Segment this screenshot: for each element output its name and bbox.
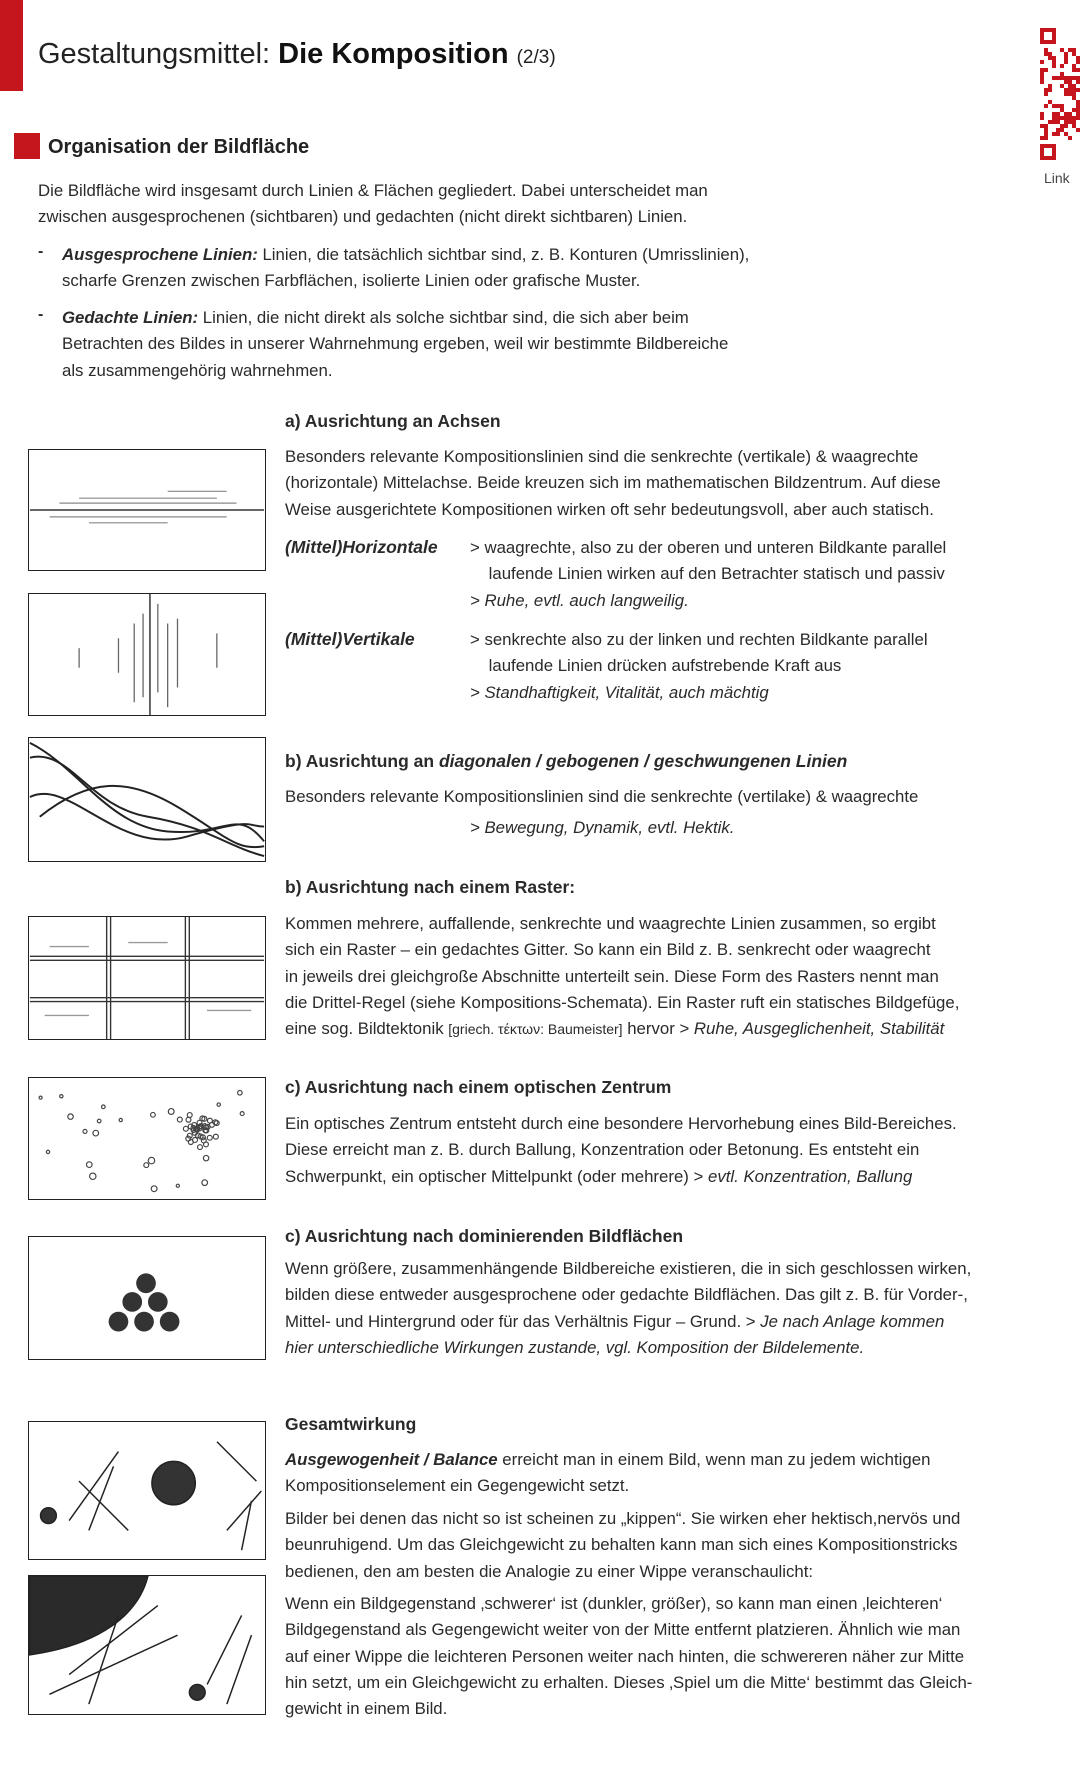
text-line	[62, 358, 728, 384]
sketch-vertical	[28, 593, 266, 716]
dot-mark	[119, 1118, 122, 1121]
effect-text: > Standhaftigkeit, Vitalität, auch mächtig	[470, 682, 769, 702]
dot-mark	[60, 1095, 63, 1098]
heading-diagonal-prefix: b) Ausrichtung an	[285, 751, 439, 771]
text-line	[285, 990, 959, 1016]
text-segment: gewicht in einem Bild.	[285, 1699, 448, 1719]
text-line	[285, 1696, 972, 1722]
text-line	[285, 470, 941, 496]
text-segment: hin setzt, um ein Gleichgewicht zu erhalten. Dieses ‚Spiel um die Mitte‘ bestimmt das Gleich-	[285, 1672, 973, 1692]
text-line	[285, 1256, 971, 1282]
text-line	[285, 1591, 972, 1617]
text-line	[285, 1506, 960, 1532]
sketch-raster	[28, 916, 266, 1040]
dot-mark	[217, 1103, 220, 1106]
heading-diagonal-italic: diagonalen / gebogenen / geschwungenen Linien	[438, 751, 848, 771]
text-segment: Betrachten des Bildes in unserer Wahrnehmung ergeben, weil wir bestimmte Bildbereiche	[62, 334, 729, 354]
text-line	[285, 937, 959, 963]
section-marker	[14, 133, 40, 159]
text-segment: Kompositionselement ein Gegengewicht setzt.	[285, 1476, 630, 1496]
dot-mark	[213, 1134, 218, 1139]
dot-mark	[151, 1112, 156, 1117]
heading-raster: b) Ausrichtung nach einem Raster:	[285, 877, 576, 897]
text-segment: Wenn ein Bildgegenstand ‚schwerer‘ ist (dunkler, größer), so kann man einen ‚leichteren‘	[285, 1594, 943, 1613]
dot-mark	[187, 1113, 192, 1118]
label-vertikale: (Mittel)Vertikale	[285, 629, 415, 649]
text-segment: als zusammengehörig wahrnehmen.	[62, 360, 333, 380]
text-segment: zwischen ausgesprochenen (sichtbaren) und gedachten (nicht direkt sichtbaren) Linien.	[38, 207, 688, 227]
text-line	[285, 1559, 960, 1585]
text-line	[285, 1532, 960, 1558]
text-segment: Wenn größere, zusammenhängende Bildbereiche existieren, die in sich geschlossen wirken,	[285, 1259, 972, 1278]
text-segment: Linien, die tatsächlich sichtbar sind, z. B. Konturen (Umrisslinien),	[257, 245, 750, 264]
text-segment: Mittel- und Hintergrund oder für das Verhältnis Figur – Grund. >	[285, 1311, 761, 1331]
text-segment: beunruhigend. Um das Gleichgewicht zu behalten kann man sich eines Kompositionstricks	[285, 1535, 958, 1555]
dot-mark	[83, 1129, 87, 1133]
page-title	[38, 38, 556, 71]
text-line	[285, 1447, 930, 1473]
heading-achsen: a) Ausrichtung an Achsen	[285, 411, 501, 431]
bullet-gedachte	[62, 305, 728, 384]
dot-mark	[39, 1096, 42, 1099]
text-segment: hervor >	[622, 1019, 694, 1039]
emphasis-term: Ausgesprochene Linien:	[62, 245, 258, 264]
dot-mark	[68, 1114, 73, 1119]
text-line	[285, 1111, 957, 1137]
text-wippe	[285, 1591, 972, 1722]
text-line	[285, 1016, 959, 1042]
dot-mark	[148, 1157, 154, 1163]
intro-text	[38, 178, 708, 231]
text-segment: > senkrechte also zu der linken und rechten Bildkante parallel	[470, 630, 928, 649]
dot-mark	[240, 1112, 244, 1116]
text-line	[62, 305, 728, 331]
text-segment: Bilder bei denen das nicht so ist scheinen zu „kippen“. Sie wirken eher hektisch,nervös und	[285, 1509, 961, 1528]
text-line	[285, 784, 918, 810]
text-raster	[285, 911, 959, 1042]
title-prefix: Gestaltungsmittel:	[38, 38, 279, 70]
dot-mark	[177, 1117, 182, 1122]
dot-mark	[151, 1186, 157, 1192]
dot-mark	[97, 1119, 101, 1123]
heading-flaechen: c) Ausrichtung nach dominierenden Bildflächen	[285, 1226, 684, 1246]
text-line	[285, 1670, 972, 1696]
text-diagonal-effect	[470, 815, 734, 841]
dot-mark	[198, 1145, 203, 1150]
text-achsen	[285, 444, 941, 523]
dot-mark	[202, 1180, 208, 1186]
accent-bar	[0, 0, 23, 91]
dot-mark	[203, 1155, 208, 1160]
text-segment: Besonders relevante Kompositionslinien sind die senkrechte (vertikale) & waagrechte	[285, 447, 919, 466]
text-line	[470, 653, 928, 679]
dot-mark	[101, 1105, 105, 1109]
text-segment: auf einer Wippe die leichteren Personen weiter nach hinten, die schwereren näher zur Mitte	[285, 1646, 965, 1666]
text-segment: Ein optisches Zentrum entsteht durch eine besondere Hervorhebung eines Bild-Bereiches.	[285, 1114, 957, 1133]
dot-mark	[207, 1118, 212, 1123]
text-line	[470, 680, 928, 706]
sketch-diagonal	[28, 737, 266, 862]
text-segment: erreicht man in einem Bild, wenn man zu jedem wichtigen	[497, 1450, 931, 1469]
dot-mark	[86, 1162, 92, 1168]
dot-mark	[168, 1109, 174, 1115]
heading-zentrum: c) Ausrichtung nach einem optischen Zentrum	[285, 1077, 672, 1097]
effect-text: hier unterschiedliche Wirkungen zustande, vgl. Komposition der Bildelemente.	[285, 1337, 865, 1357]
dot-mark	[207, 1135, 212, 1140]
text-segment: Weise ausgerichtete Kompositionen wirken oft sehr bedeutungsvoll, aber auch statisch.	[285, 499, 934, 519]
dot-mark	[144, 1163, 149, 1168]
text-segment: bilden diese entweder ausgesprochene oder gedachte Bildflächen. Das gilt z. B. für Vorder-,	[285, 1285, 968, 1305]
text-segment: Kommen mehrere, auffallende, senkrechte und waagrechte Linien zusammen, so ergibt	[285, 914, 936, 933]
text-line	[470, 588, 946, 614]
text-line	[285, 964, 959, 990]
text-segment: in jeweils drei gleichgroße Abschnitte unterteilt sein. Diese Form des Rasters nennt man	[285, 966, 939, 986]
text-line	[285, 1335, 971, 1361]
emphasis-term: Gedachte Linien:	[62, 308, 199, 327]
text-line	[285, 1282, 971, 1308]
text-line	[62, 331, 728, 357]
text-kippen	[285, 1506, 960, 1585]
dot-mark	[186, 1117, 191, 1122]
text-line	[285, 497, 941, 523]
page-number: (2/3)	[516, 47, 556, 68]
sketch-dominant-areas	[28, 1236, 266, 1360]
dot-mark	[46, 1150, 49, 1153]
text-segment: > waagrechte, also zu der oberen und unteren Bildkante parallel	[470, 538, 947, 557]
sketch-balance	[28, 1421, 266, 1560]
text-segment: bedienen, den am besten die Analogie zu einer Wippe veranschaulicht:	[285, 1561, 814, 1581]
qr-link-label[interactable]: Link	[1044, 170, 1070, 186]
section-heading: Organisation der Bildfläche	[48, 136, 310, 158]
dot-mark	[176, 1184, 179, 1187]
text-segment: Linien, die nicht direkt als solche sichtbar sind, die sich aber beim	[198, 308, 689, 327]
text-line	[285, 444, 941, 470]
dot-mark	[93, 1130, 99, 1136]
emphasis-term: Ausgewogenheit / Balance	[285, 1450, 498, 1469]
bullet-marker: -	[38, 306, 44, 323]
text-zentrum	[285, 1111, 957, 1190]
sketch-imbalance	[28, 1575, 266, 1715]
text-line	[470, 535, 946, 561]
text-segment: sich ein Raster – ein gedachtes Gitter. So kann ein Bild z. B. senkrecht oder waagrecht	[285, 940, 931, 960]
text-segment: laufende Linien wirken auf den Betrachter statisch und passiv	[470, 564, 945, 584]
bullet-marker: -	[38, 243, 44, 260]
dot-mark	[90, 1173, 96, 1179]
text-balance	[285, 1447, 930, 1500]
text-line	[38, 204, 708, 230]
dot-mark	[183, 1126, 188, 1131]
bullet-ausgesprochene	[62, 242, 749, 295]
text-line	[285, 1473, 930, 1499]
text-line	[62, 268, 749, 294]
text-line	[62, 242, 749, 268]
text-line	[285, 1617, 972, 1643]
text-segment: laufende Linien drücken aufstrebende Kraft aus	[470, 656, 842, 676]
text-line	[285, 1309, 971, 1335]
text-flaechen	[285, 1256, 971, 1361]
effect-text: evtl. Konzentration, Ballung	[708, 1166, 913, 1186]
sketch-optical-center	[28, 1077, 266, 1200]
text-line	[285, 1137, 957, 1163]
text-segment: eine sog. Bildtektonik	[285, 1019, 449, 1039]
text-line	[38, 178, 708, 204]
text-horizontale	[470, 535, 946, 614]
text-line	[470, 627, 928, 653]
effect-text: > Ruhe, evtl. auch langweilig.	[470, 590, 689, 610]
text-line	[470, 815, 734, 841]
etymology-note: [griech. τέκτων: Baumeister]	[448, 1021, 623, 1038]
text-diagonal	[285, 784, 918, 810]
text-line	[285, 1164, 957, 1190]
text-vertikale	[470, 627, 928, 706]
qr-code[interactable]	[1040, 28, 1080, 160]
text-segment: Die Bildfläche wird insgesamt durch Linien & Flächen gegliedert. Dabei unterscheidet man	[38, 181, 708, 200]
text-segment: (horizontale) Mittelachse. Beide kreuzen sich im mathematischen Bildzentrum. Auf diese	[285, 473, 941, 493]
dot-mark	[238, 1091, 243, 1096]
text-line	[285, 1644, 972, 1670]
text-segment: Bildgegenstand als Gegengewicht weiter von der Mitte entfernt platzieren. Ähnlich wie man	[285, 1620, 961, 1640]
text-segment: scharfe Grenzen zwischen Farbflächen, isolierte Linien oder grafische Muster.	[62, 271, 641, 291]
sketch-horizontal	[28, 449, 266, 571]
text-segment: Diese erreicht man z. B. durch Ballung, Konzentration oder Betonung. Es entsteht ein	[285, 1140, 920, 1160]
label-horizontale: (Mittel)Horizontale	[285, 537, 438, 557]
text-line	[285, 911, 959, 937]
effect-text: > Bewegung, Dynamik, evtl. Hektik.	[470, 818, 735, 837]
dot-mark	[193, 1138, 198, 1143]
text-line	[470, 561, 946, 587]
text-segment: Besonders relevante Kompositionslinien sind die senkrechte (vertilake) & waagrechte	[285, 787, 919, 806]
effect-text: Je nach Anlage kommen	[760, 1311, 945, 1331]
effect-text: Ruhe, Ausgeglichenheit, Stabilität	[693, 1019, 945, 1039]
heading-diagonal	[285, 751, 847, 772]
heading-gesamtwirkung: Gesamtwirkung	[285, 1414, 417, 1434]
text-segment: Schwerpunkt, ein optischer Mittelpunkt (oder mehrere) >	[285, 1166, 708, 1186]
title-main: Die Komposition	[278, 38, 509, 70]
text-segment: die Drittel-Regel (siehe Kompositions-Schemata). Ein Raster ruft ein statisches Bildgefüge,	[285, 992, 960, 1012]
